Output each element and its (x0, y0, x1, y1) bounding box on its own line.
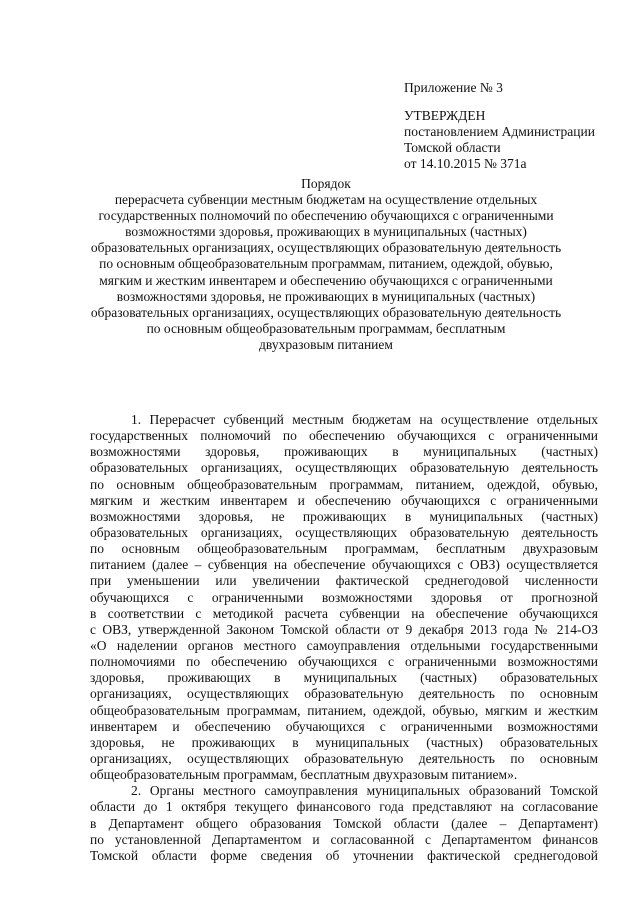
title-line: мягким и жестким инвентарем и обеспечению обучающихся с ограниченными (99, 272, 553, 288)
paragraph-1-line: по основным общеобразовательным программам, питанием, одеждой, обувью, (90, 476, 598, 492)
title-line: возможностями здоровья, проживающих в муниципальных (частных) (125, 224, 527, 240)
paragraph-1-line: инвентарем и обеспечению обучающихся с ограниченными возможностями (90, 718, 598, 734)
paragraph-1-line: при уменьшении или увеличении фактической среднегодовой численности (90, 573, 598, 589)
paragraph-1-line: общеобразовательным программам, питанием, одеждой, обувью, мягким и жестким (90, 702, 598, 718)
paragraph-1-line: общеобразовательным программам, бесплатным двухразовым питанием». (90, 767, 518, 783)
paragraph-2-line: в Департамент общего образования Томской области (далее – Департамент) (90, 815, 598, 831)
paragraph-2-line: по установленной Департаментом и согласованной с Департаментом финансов (90, 831, 598, 847)
paragraph-1-line: организациях, осуществляющих образовательную деятельность по основным (90, 750, 598, 766)
approval-block (404, 80, 634, 172)
approval-line: постановлением Администрации (404, 124, 595, 139)
appendix-number: Приложение № 3 (404, 80, 503, 95)
title-line: возможностями здоровья, не проживающих в муниципальных (частных) (116, 288, 536, 304)
paragraph-1-line: с ОВЗ, утвержденной Законом Томской области от 9 декабря 2013 года № 214-ОЗ (90, 621, 598, 637)
paragraph-1-line: образовательных организациях, осуществляющих образовательную деятельность (90, 460, 598, 476)
paragraph-2-line: области до 1 октября текущего финансового года представляют на согласование (90, 799, 598, 815)
paragraph-1-line: мягким и жестким инвентарем и обеспечению обучающихся с ограниченными (90, 492, 598, 508)
approval-date: от 14.10.2015 № 371а (404, 156, 527, 171)
paragraph-1-line: организациях, осуществляющих образовательную деятельность по основным (90, 686, 598, 702)
paragraph-1-line: в соответствии с методикой расчета субвенции на обеспечение обучающихся (90, 605, 598, 621)
title-line: перерасчета субвенции местным бюджетам на осуществление отдельных (114, 192, 538, 208)
title-line: двухразовым питанием (259, 336, 393, 352)
paragraph-1-line: здоровья, проживающих в муниципальных (частных) образовательных (90, 670, 598, 686)
title-line: образовательных организациях, осуществляющих образовательную деятельность (90, 304, 562, 320)
paragraph-2-line: 2. Органы местного самоуправления муниципальных образований Томской (131, 783, 598, 799)
paragraph-1-line: государственных полномочий по обеспечению обучающихся с ограниченными (90, 428, 598, 444)
approval-line: Томской области (404, 140, 501, 155)
paragraph-1-line: питанием (далее – субвенция на обеспечение обучающихся с ОВЗ) осуществляется (90, 557, 598, 573)
title-line: образовательных организациях, осуществляющих образовательную деятельность (90, 240, 562, 256)
title-heading: Порядок (301, 176, 351, 191)
paragraph-1-line: возможностями здоровья, не проживающих в муниципальных (частных) (90, 508, 598, 524)
paragraph-1-line: здоровья, не проживающих в муниципальных (частных) образовательных (90, 734, 598, 750)
title-line: по основным общеобразовательным программам, питанием, одеждой, обувью, (99, 256, 553, 272)
document-title (88, 176, 564, 353)
paragraph-1-line: по основным общеобразовательным программам, бесплатным двухразовым (90, 541, 598, 557)
title-line: по основным общеобразовательным программам, бесплатным (146, 320, 506, 336)
paragraph-1-line: образовательных организациях, осуществляющих образовательную деятельность (90, 524, 598, 540)
approved-label: УТВЕРЖДЕН (404, 108, 486, 123)
paragraph-1-line: «О наделении органов местного самоуправления отдельными государственными (90, 637, 598, 653)
paragraph-1-line: полномочиями по обеспечению обучающихся с ограниченными возможностями (90, 654, 598, 670)
paragraph-1-line: возможностями здоровья, проживающих в муниципальных (частных) (90, 444, 598, 460)
document-body (90, 412, 598, 864)
title-line: государственных полномочий по обеспечению обучающихся с ограниченными (98, 208, 554, 224)
paragraph-1-line: обучающихся с ограниченными возможностями здоровья от прогнозной (90, 589, 598, 605)
paragraph-2-line: Томской области форме сведения об уточнении фактической среднегодовой (90, 847, 598, 863)
paragraph-1-line: 1. Перерасчет субвенций местным бюджетам на осуществление отдельных (131, 412, 598, 427)
